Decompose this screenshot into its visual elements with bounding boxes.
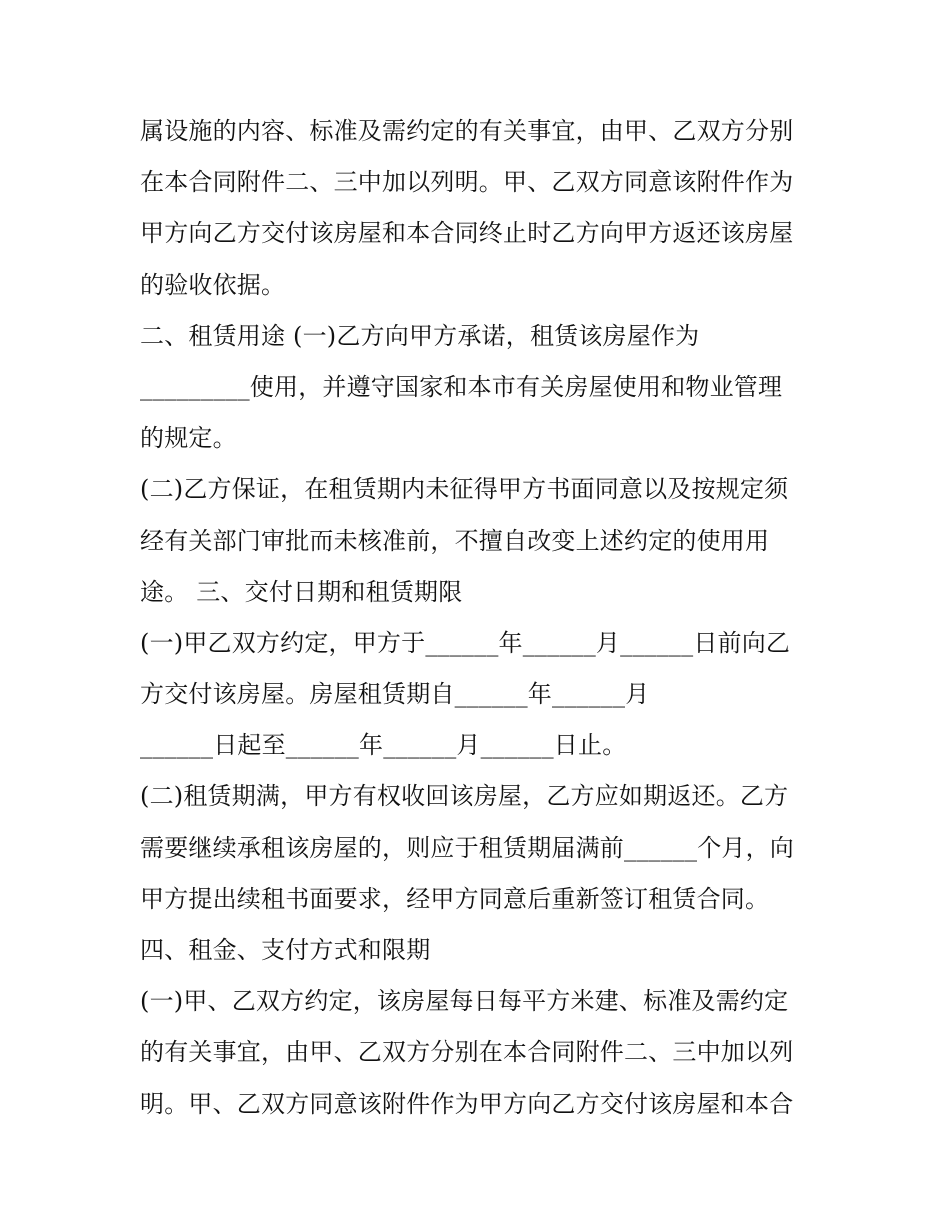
- text-line: 属设施的内容、标准及需约定的有关事宜，由甲、乙双方分别: [140, 117, 794, 145]
- document-body: [140, 106, 820, 1130]
- text-line: (二)乙方保证，在租赁期内未征得甲方书面同意以及按规定须: [140, 475, 789, 504]
- text-line: 甲方向乙方交付该房屋和本合同终止时乙方向甲方返还该房屋: [140, 219, 794, 248]
- text-line: ______日起至______年______月______日止。: [140, 731, 627, 760]
- text-line: _________使用，并遵守国家和本市有关房屋使用和物业管理: [140, 372, 783, 401]
- text-line: 的规定。: [140, 424, 237, 453]
- text-line: 在本合同附件二、三中加以列明。甲、乙双方同意该附件作为: [140, 168, 794, 197]
- text-line: 方交付该房屋。房屋租赁期自______年______月: [140, 680, 650, 709]
- text-line: (一)甲、乙双方约定，该房屋每日每平方米建、标准及需约定: [140, 987, 789, 1016]
- text-line: 的有关事宜，由甲、乙双方分别在本合同附件二、三中加以列: [140, 1038, 794, 1067]
- text-line: 的验收依据。: [140, 270, 286, 299]
- section-heading-line: 途。 三、交付日期和租赁期限: [140, 577, 463, 606]
- text-line: (一)甲乙双方约定，甲方于______年______月______日前向乙: [140, 628, 791, 657]
- text-line: 需要继续承租该房屋的，则应于租赁期届满前______个月，向: [140, 833, 794, 862]
- text-line: (二)租赁期满，甲方有权收回该房屋，乙方应如期返还。乙方: [140, 782, 789, 811]
- text-line: 明。甲、乙双方同意该附件作为甲方向乙方交付该房屋和本合: [140, 1089, 794, 1118]
- section-heading-line: 二、租赁用途 (一)乙方向甲方承诺，租赁该房屋作为: [140, 321, 700, 350]
- text-line: 甲方提出续租书面要求，经甲方同意后重新签订租赁合同。: [140, 884, 770, 913]
- text-line: 经有关部门审批而未核准前，不擅自改变上述约定的使用用: [140, 526, 770, 555]
- section-heading-line: 四、租金、支付方式和限期: [140, 936, 431, 964]
